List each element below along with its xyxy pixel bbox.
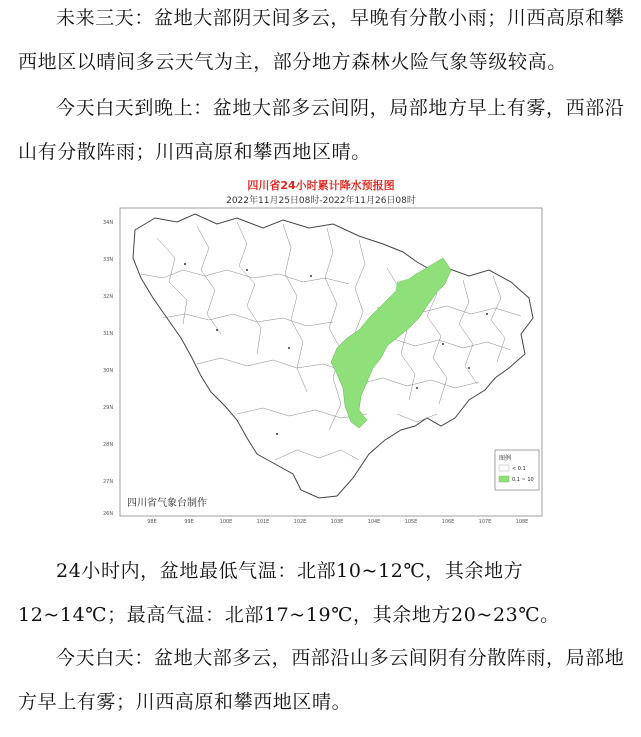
x-tick: 102E: [293, 519, 307, 525]
legend-swatch: [499, 465, 509, 471]
x-tick: 100E: [219, 519, 233, 525]
legend-title: 图例: [499, 455, 512, 462]
legend-label: < 0.1: [512, 466, 526, 472]
x-tick: 98E: [147, 519, 157, 525]
x-tick: 99E: [184, 519, 194, 525]
y-tick: 29N: [103, 405, 114, 411]
x-tick: 106E: [441, 519, 455, 525]
x-tick: 104E: [367, 519, 381, 525]
y-tick: 28N: [103, 442, 114, 448]
producer-label: 四川省气象台制作: [127, 498, 207, 509]
x-tick: 108E: [515, 519, 529, 525]
y-tick: 32N: [103, 294, 114, 300]
legend-label: 0.1 ~ 10: [512, 477, 534, 483]
y-tick: 27N: [103, 479, 114, 485]
y-tick: 34N: [103, 220, 114, 226]
forecast-today-to-evening: 今天白天到晚上：盆地大部多云间阴，局部地方早上有雾，西部沿山有分散阵雨；川西高原和攀西地区晴。: [18, 97, 625, 163]
map-subtitle: 2022年11月25日08时-2022年11月26日08时: [226, 196, 416, 206]
map-figure: [97, 178, 545, 526]
map-title: 四川省24小时累计降水预报图: [247, 179, 395, 192]
x-tick: 107E: [478, 519, 492, 525]
forecast-three-days: 未来三天：盆地大部阴天间多云，早晚有分散小雨；川西高原和攀西地区以晴间多云天气为主，部分地方森林火险气象等级较高。: [18, 7, 625, 73]
y-tick: 30N: [103, 368, 114, 374]
x-tick: 101E: [256, 519, 270, 525]
temperature-24h: 24小时内，盆地最低气温：北部10~12℃，其余地方12~14℃；最高气温：北部17~19℃，其余地方20~23℃。: [18, 560, 560, 626]
x-tick: 105E: [404, 519, 418, 525]
precipitation-map: [97, 178, 545, 526]
x-tick: 103E: [330, 519, 344, 525]
y-tick: 26N: [103, 511, 114, 517]
forecast-today-daytime: 今天白天：盆地大部多云，西部沿山多云间阴有分散阵雨，局部地方早上有雾；川西高原和攀西地区晴。: [18, 647, 625, 713]
y-tick: 31N: [103, 331, 114, 337]
legend-swatch: [499, 476, 509, 482]
y-tick: 33N: [103, 257, 114, 263]
